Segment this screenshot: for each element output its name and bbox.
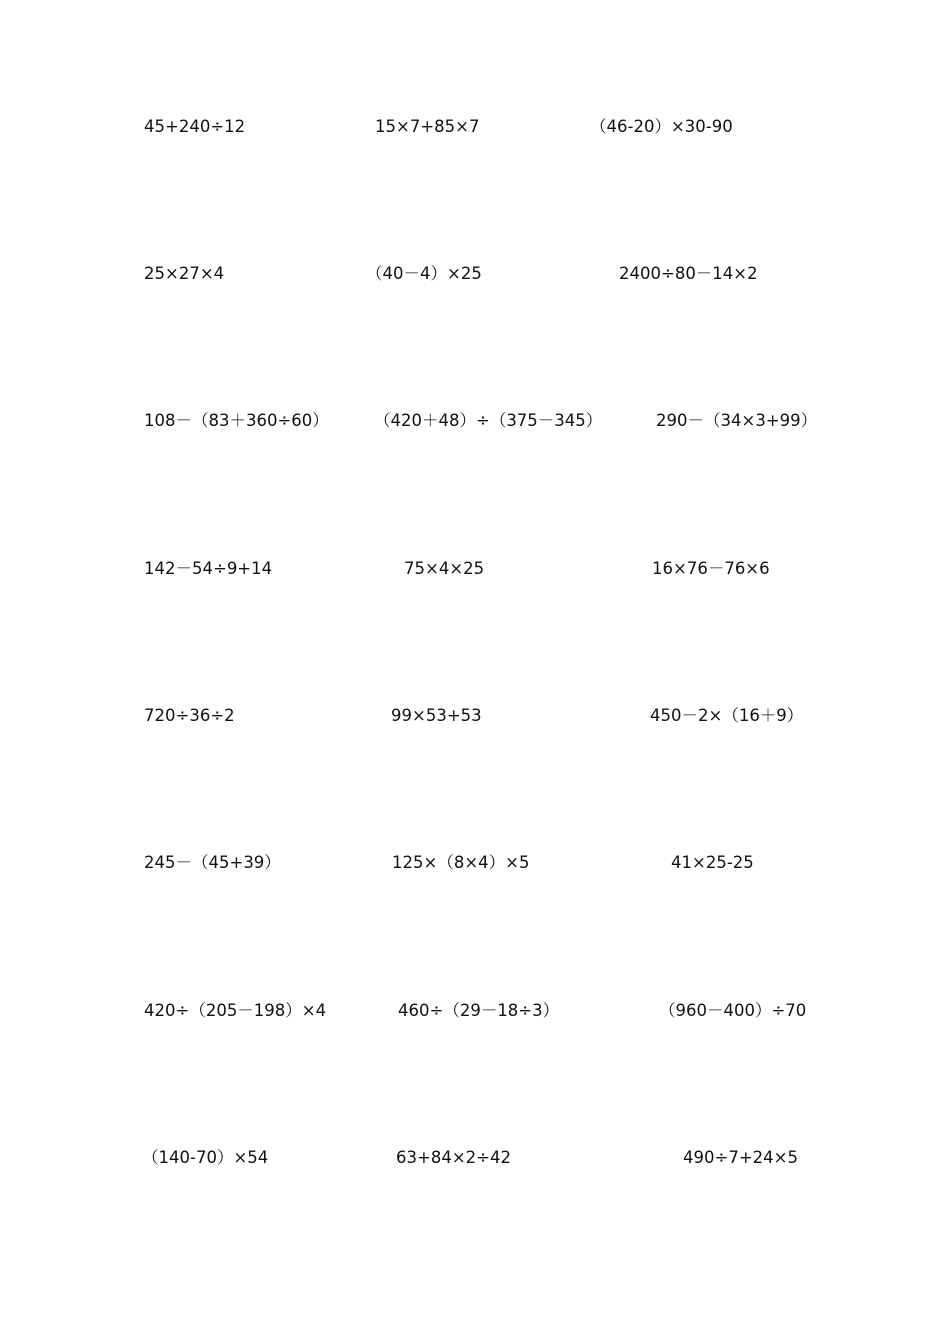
problem-r5-c1: 720÷36÷2 — [144, 706, 235, 725]
problem-r7-c2: 460÷（29－18÷3） — [398, 1001, 560, 1020]
problem-r8-c3: 490÷7+24×5 — [683, 1148, 798, 1167]
problem-r3-c3: 290－（34×3+99） — [656, 411, 818, 430]
problem-r4-c3: 16×76－76×6 — [652, 559, 770, 578]
problem-r8-c1: （140-70）×54 — [142, 1148, 269, 1167]
problem-r5-c3: 450－2×（16＋9） — [650, 706, 804, 725]
problem-r4-c1: 142－54÷9+14 — [144, 559, 273, 578]
problem-r6-c3: 41×25-25 — [671, 853, 754, 872]
problem-r2-c2: （40－4）×25 — [366, 264, 482, 283]
problem-r3-c2: （420＋48）÷（375－345） — [374, 411, 603, 430]
problem-r1-c1: 45+240÷12 — [144, 117, 246, 136]
problem-r7-c3: （960－400）÷70 — [659, 1001, 807, 1020]
problem-r1-c2: 15×7+85×7 — [375, 117, 480, 136]
problem-r8-c2: 63+84×2÷42 — [396, 1148, 511, 1167]
problem-r6-c2: 125×（8×4）×5 — [392, 853, 530, 872]
problem-r4-c2: 75×4×25 — [404, 559, 485, 578]
problem-r3-c1: 108－（83＋360÷60） — [144, 411, 329, 430]
problem-r2-c3: 2400÷80－14×2 — [619, 264, 758, 283]
problem-r6-c1: 245－（45+39） — [144, 853, 281, 872]
problem-r5-c2: 99×53+53 — [391, 706, 482, 725]
problem-r7-c1: 420÷（205－198）×4 — [144, 1001, 327, 1020]
problem-r2-c1: 25×27×4 — [144, 264, 225, 283]
problem-r1-c3: （46-20）×30-90 — [590, 117, 733, 136]
